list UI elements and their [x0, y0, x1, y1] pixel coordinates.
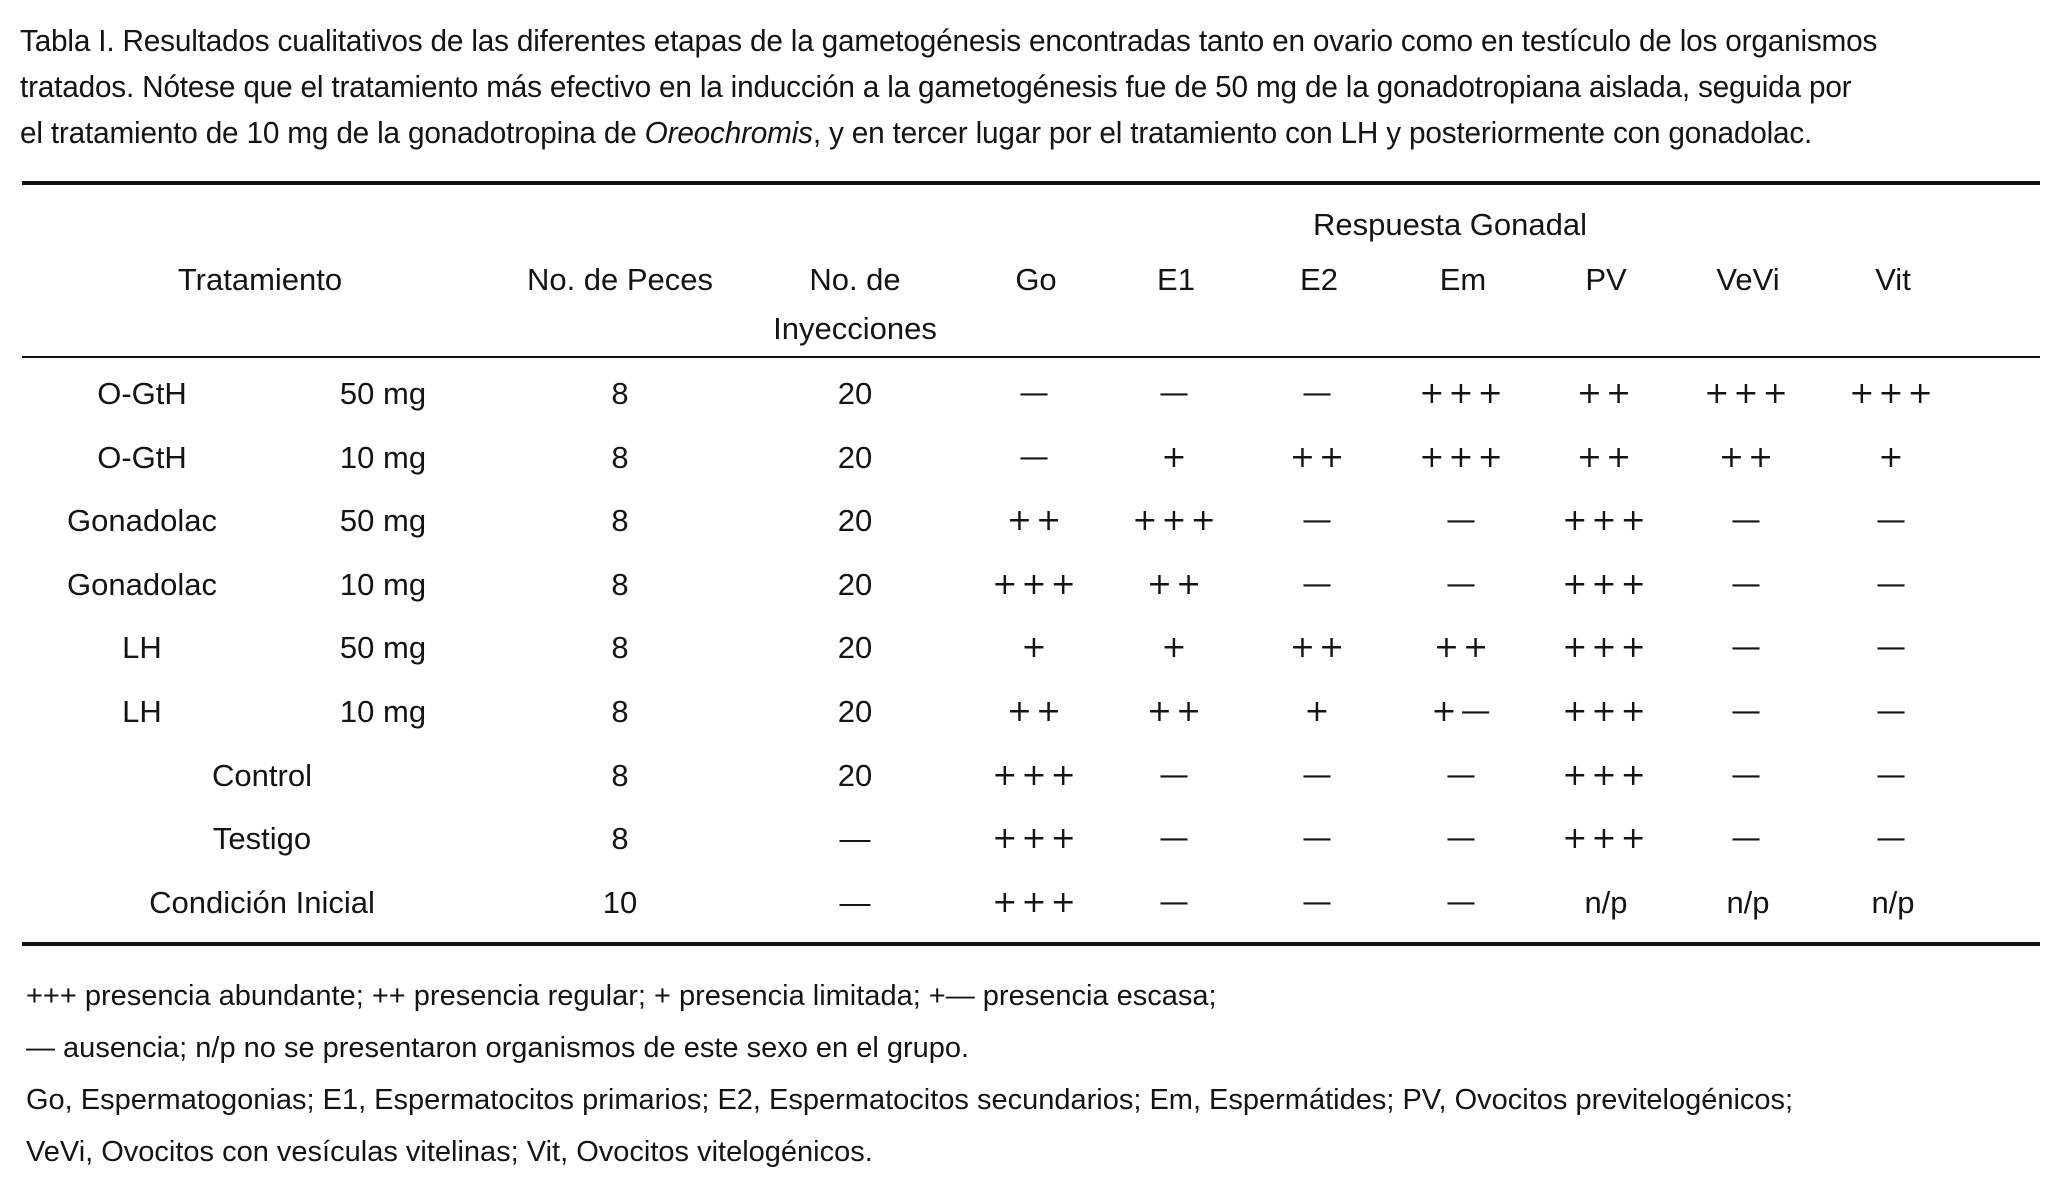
cell-e1: ++	[1146, 694, 1206, 729]
cell-vevi: —	[1731, 630, 1765, 666]
cell-e1: +	[1161, 630, 1191, 666]
cell-vevi: —	[1731, 757, 1765, 793]
cell-treatment-dose: 50 mg	[339, 630, 427, 666]
header-em: Em	[1439, 262, 1487, 297]
cell-pv: ++	[1576, 376, 1636, 411]
cell-treatment-dose: 50 mg	[339, 376, 427, 411]
cell-treatment-name: O-GtH	[97, 376, 187, 411]
cell-vevi: —	[1731, 821, 1765, 857]
cell-iny: 20	[837, 503, 873, 539]
cell-e1: +	[1161, 439, 1191, 475]
cell-em: +—	[1431, 694, 1495, 729]
cell-pv: ++	[1576, 439, 1636, 475]
cell-vit: —	[1876, 694, 1910, 729]
cell-vit: —	[1876, 630, 1910, 666]
cell-vevi: —	[1731, 694, 1765, 729]
cell-vit: —	[1876, 821, 1910, 857]
cell-treatment-dose: 50 mg	[339, 503, 427, 539]
cell-peces: 8	[611, 694, 629, 729]
cell-pv: n/p	[1584, 884, 1628, 920]
cell-iny: —	[839, 884, 871, 920]
table-bottom-rule	[22, 942, 2040, 946]
cell-go: +++	[992, 884, 1080, 920]
cell-iny: 20	[837, 376, 873, 411]
header-pv: PV	[1585, 262, 1627, 297]
cell-treatment-name: Testigo	[212, 821, 312, 857]
cell-vit: —	[1876, 566, 1910, 602]
cell-iny: 20	[837, 694, 873, 729]
legend-line-1: +++ presencia abundante; ++ presencia regular; + presencia limitada; +— presencia escasa;	[26, 980, 1217, 1012]
cell-go: +++	[992, 566, 1080, 602]
header-e2: E2	[1300, 262, 1338, 297]
table-legend	[26, 970, 1793, 1178]
cell-e1: +++	[1132, 503, 1220, 539]
caption-line-3	[20, 110, 1959, 156]
header-tratamiento: Tratamiento	[177, 262, 343, 297]
cell-pv: +++	[1562, 694, 1650, 729]
cell-e2: —	[1302, 503, 1336, 539]
header-rule	[22, 356, 2040, 358]
cell-e2: —	[1302, 376, 1336, 411]
caption-line-1: Tabla I. Resultados cualitativos de las diferentes etapas de la gametogénesis encontradas tanto en ovario como en testículo de los organismos	[20, 23, 1878, 58]
cell-iny: 20	[837, 757, 873, 793]
cell-e2: —	[1302, 566, 1336, 602]
cell-go: +++	[992, 757, 1080, 793]
cell-em: —	[1446, 821, 1480, 857]
legend-line-3: Go, Espermatogonias; E1, Espermatocitos primarios; E2, Espermatocitos secundarios; Em, Espermátides; PV, Ovocitos previtelogénicos;	[26, 1084, 1794, 1116]
cell-em: —	[1446, 884, 1480, 920]
cell-treatment-name: Condición Inicial	[149, 884, 375, 920]
cell-pv: +++	[1562, 821, 1650, 857]
cell-go: —	[1019, 376, 1053, 411]
cell-treatment-name: LH	[122, 694, 162, 729]
cell-em: +++	[1419, 439, 1507, 475]
cell-treatment-name: Control	[212, 757, 312, 793]
cell-e1: —	[1159, 821, 1193, 857]
cell-e1: —	[1159, 376, 1193, 411]
cell-vit: —	[1876, 757, 1910, 793]
cell-iny: 20	[837, 630, 873, 666]
header-e1: E1	[1157, 262, 1195, 297]
cell-go: —	[1019, 439, 1053, 475]
cell-go: ++	[1006, 694, 1066, 729]
header-no-inyecciones-2: Inyecciones	[773, 311, 937, 346]
cell-em: —	[1446, 566, 1480, 602]
header-vit: Vit	[1875, 262, 1911, 297]
header-respuesta-gonadal: Respuesta Gonadal	[1312, 207, 1588, 242]
cell-em: —	[1446, 757, 1480, 793]
cell-iny: 20	[837, 439, 873, 475]
cell-em: —	[1446, 503, 1480, 539]
cell-peces: 8	[611, 503, 629, 539]
cell-treatment-name: Gonadolac	[67, 503, 217, 539]
cell-go: +++	[992, 821, 1080, 857]
cell-treatment-dose: 10 mg	[339, 439, 427, 475]
cell-treatment-name: O-GtH	[97, 439, 187, 475]
caption-line-3-end: , y en tercer lugar por el tratamiento con LH y posteriormente con gonadolac.	[812, 115, 1813, 150]
cell-e2: —	[1302, 757, 1336, 793]
header-go: Go	[1015, 262, 1057, 297]
cell-vit: +++	[1849, 376, 1937, 411]
table-top-rule	[22, 181, 2040, 185]
cell-pv: +++	[1562, 630, 1650, 666]
cell-treatment-name: Gonadolac	[67, 566, 217, 602]
cell-pv: +++	[1562, 566, 1650, 602]
cell-treatment-dose: 10 mg	[339, 694, 427, 729]
cell-peces: 8	[611, 376, 629, 411]
caption-line-2: tratados. Nótese que el tratamiento más efectivo en la inducción a la gametogénesis fue de 50 mg de la gonadotropiana aislada, seguida por	[20, 69, 1852, 104]
cell-em: +++	[1419, 376, 1507, 411]
cell-vevi: +++	[1704, 376, 1792, 411]
cell-treatment-name: LH	[122, 630, 162, 666]
cell-vevi: —	[1731, 503, 1765, 539]
cell-pv: +++	[1562, 503, 1650, 539]
cell-vit: +	[1878, 439, 1908, 475]
cell-e2: —	[1302, 884, 1336, 920]
cell-vit: —	[1876, 503, 1910, 539]
cell-vevi: —	[1731, 566, 1765, 602]
caption-genus: Oreochromis	[644, 115, 813, 150]
cell-e1: —	[1159, 757, 1193, 793]
cell-iny: 20	[837, 566, 873, 602]
table-caption	[20, 18, 1959, 156]
cell-peces: 8	[611, 630, 629, 666]
caption-line-3-start: el tratamiento de 10 mg de la gonadotropina de	[20, 115, 645, 150]
cell-em: ++	[1433, 630, 1493, 666]
legend-line-4: VeVi, Ovocitos con vesículas vitelinas; Vit, Ovocitos vitelogénicos.	[26, 1136, 873, 1168]
cell-vevi: ++	[1718, 439, 1778, 475]
cell-pv: +++	[1562, 757, 1650, 793]
cell-peces: 8	[611, 439, 629, 475]
cell-treatment-dose: 10 mg	[339, 566, 427, 602]
cell-peces: 8	[611, 757, 629, 793]
cell-go: +	[1021, 630, 1051, 666]
cell-vit: n/p	[1871, 884, 1915, 920]
cell-e1: —	[1159, 884, 1193, 920]
header-no-peces: No. de Peces	[526, 262, 714, 297]
cell-e2: —	[1302, 821, 1336, 857]
legend-line-2: — ausencia; n/p no se presentaron organismos de este sexo en el grupo.	[26, 1032, 970, 1064]
cell-e2: +	[1304, 694, 1334, 729]
cell-e2: ++	[1289, 630, 1349, 666]
header-no-inyecciones-1: No. de	[809, 262, 901, 297]
header-vevi: VeVi	[1716, 262, 1780, 297]
cell-e2: ++	[1289, 439, 1349, 475]
cell-e1: ++	[1146, 566, 1206, 602]
cell-vevi: n/p	[1726, 884, 1770, 920]
cell-peces: 8	[611, 566, 629, 602]
cell-peces: 10	[602, 884, 638, 920]
cell-iny: —	[839, 821, 871, 857]
cell-go: ++	[1006, 503, 1066, 539]
cell-peces: 8	[611, 821, 629, 857]
